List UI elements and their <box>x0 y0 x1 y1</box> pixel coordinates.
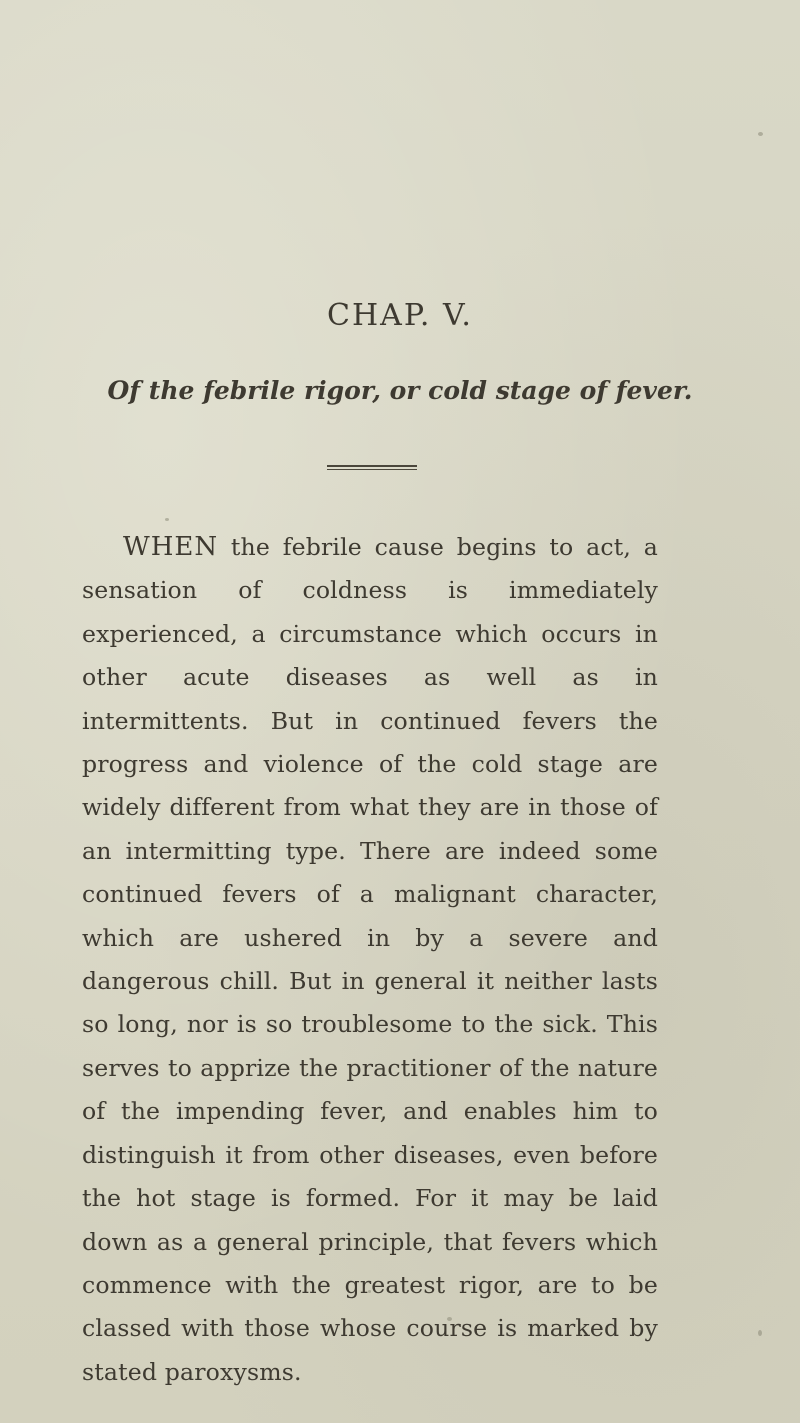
paper-speck <box>758 132 763 136</box>
lead-word: WHEN <box>123 532 219 562</box>
body-paragraph <box>82 526 658 1394</box>
chapter-subtitle: Of the febrile rigor, or cold stage of fever. <box>107 376 693 405</box>
paper-speck <box>165 518 169 521</box>
chapter-heading: CHAP. V. <box>327 298 473 333</box>
paper-speck <box>758 1330 762 1336</box>
paragraph-text: the febrile cause begins to act, a sensation of coldness is immediately experienced, a circumstance which occurs in other acute diseases as well as in intermittents. But in continued fevers the progress and violence of the cold stage are widely different from what they are in those of an intermitting type. There are indeed some continued fevers of a malignant character, which are ushered in by a severe and dangerous chill. But in general it neither lasts so long, nor is so troublesome to the sick. This serves to apprize the practitioner of the nature of the impending fever, and enables him to distinguish it from other diseases, even before the hot stage is formed. For it may be laid down as a general principle, that fevers which commence with the greatest rigor, are to be classed with those whose course is marked by stated paroxysms. <box>82 533 658 1386</box>
title-divider <box>327 465 417 470</box>
